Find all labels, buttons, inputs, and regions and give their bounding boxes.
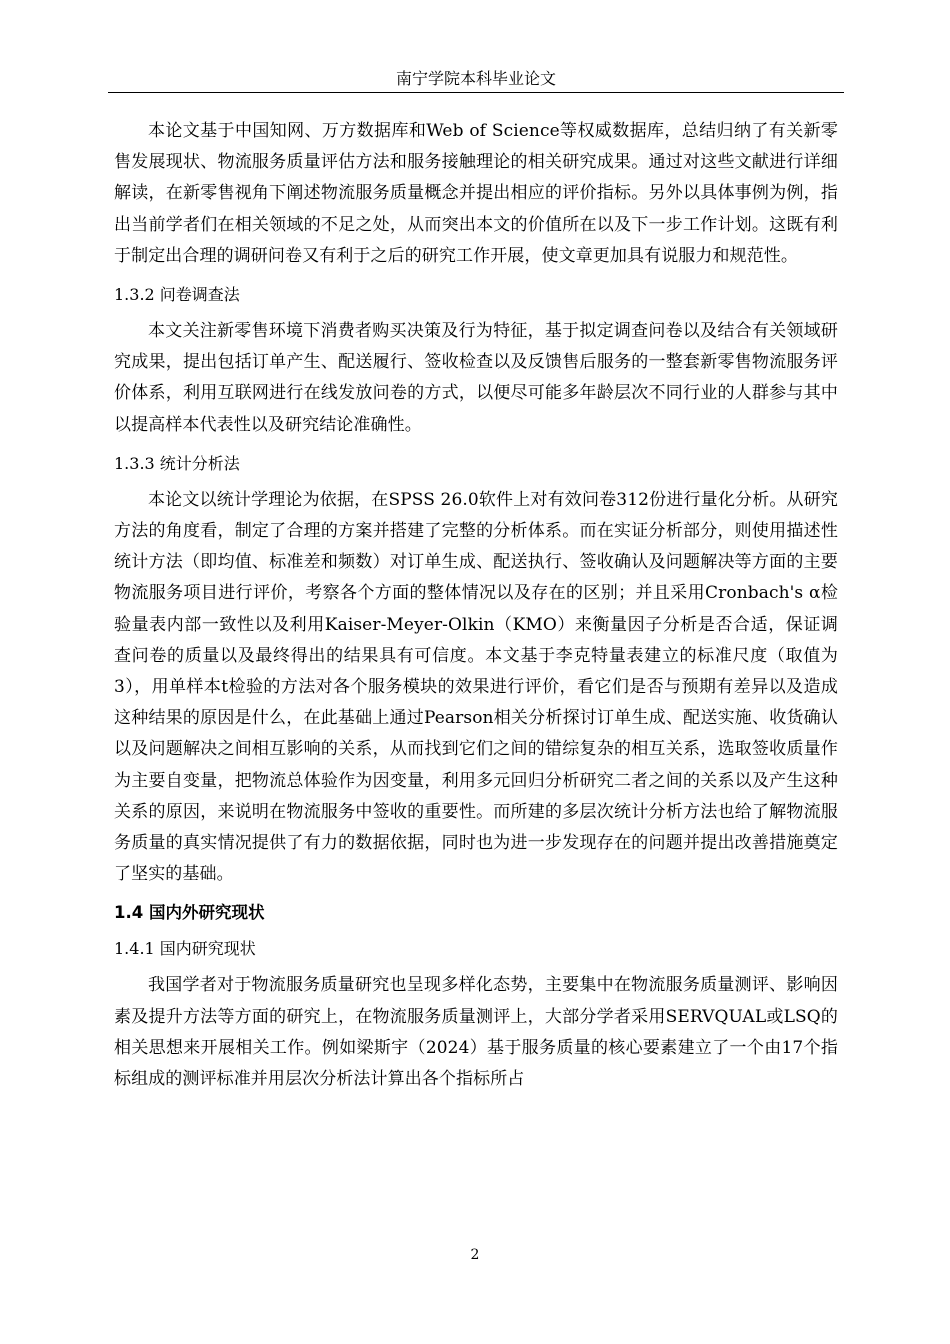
running-header: 南宁学院本科毕业论文 (108, 68, 844, 93)
section-heading-1-3-3: 1.3.3 统计分析法 (114, 453, 240, 473)
page-number: 2 (470, 1247, 480, 1263)
section-heading-1-3-2: 1.3.2 问卷调查法 (114, 285, 240, 305)
section-heading-1-4-1: 1.4.1 国内研究现状 (114, 939, 256, 959)
page-body (114, 116, 838, 1095)
paragraph-domestic-research: 我国学者对于物流服务质量研究也呈现多样化态势，主要集中在物流服务质量测评、影响因素及提升方法等方面的研究上，在物流服务质量测评上，大部分学者采用SERVQUAL或LSQ的相关思想来开展相关工作。例如梁斯宇（2024）基于服务质量的核心要素建立了一个由17个指标组成的测评标准并用层次分析法计算出各个指标所占 (114, 975, 838, 1090)
section-heading-1-4: 1.4 国内外研究现状 (114, 903, 265, 923)
paragraph-statistical-method: 本论文以统计学理论为依据，在SPSS 26.0软件上对有效问卷312份进行量化分析。从研究方法的角度看，制定了合理的方案并搭建了完整的分析体系。而在实证分析部分，则使用描述性统计方法（即均值、标准差和频数）对订单生成、配送执行、签收确认及问题解决等方面的主要物流服务项目进行评价，考察各个方面的整体情况以及存在的区别；并且采用Cronbach's α检验量表内部一致性以及利用Kaiser-Meyer-Olkin（KMO）来衡量因子分析是否合适，保证调查问卷的质量以及最终得出的结果具有可信度。本文基于李克特量表建立的标准尺度（取值为3），用单样本t检验的方法对各个服务模块的效果进行评价，看它们是否与预期有差异以及造成这种结果的原因是什么，在此基础上通过Pearson相关分析探讨订单生成、配送实施、收货确认以及问题解决之间相互影响的关系，从而找到它们之间的错综复杂的相互关系，选取签收质量作为主要自变量，把物流总体验作为因变量，利用多元回归分析研究二者之间的关系以及产生这种关系的原因，来说明在物流服务中签收的重要性。而所建的多层次统计分析方法也给了解物流服务质量的真实情况提供了有力的数据依据，同时也为进一步发现存在的问题并提出改善措施奠定了坚实的基础。 (114, 489, 838, 885)
paragraph-questionnaire-method: 本文关注新零售环境下消费者购买决策及行为特征，基于拟定调查问卷以及结合有关领域研究成果，提出包括订单产生、配送履行、签收检查以及反馈售后服务的一整套新零售物流服务评价体系，利用互联网进行在线发放问卷的方式，以便尽可能多年龄层次不同行业的人群参与其中以提高样本代表性以及研究结论准确性。 (114, 321, 838, 435)
paragraph-literature-method: 本论文基于中国知网、万方数据库和Web of Science等权威数据库，总结归纳了有关新零售发展现状、物流服务质量评估方法和服务接触理论的相关研究成果。通过对这些文献进行详细解读，在新零售视角下阐述物流服务质量概念并提出相应的评价指标。另外以具体事例为例，指出当前学者们在相关领域的不足之处，从而突出本文的价值所在以及下一步工作计划。这既有利于制定出合理的调研问卷又有利于之后的研究工作开展，使文章更加具有说服力和规范性。 (114, 121, 838, 266)
